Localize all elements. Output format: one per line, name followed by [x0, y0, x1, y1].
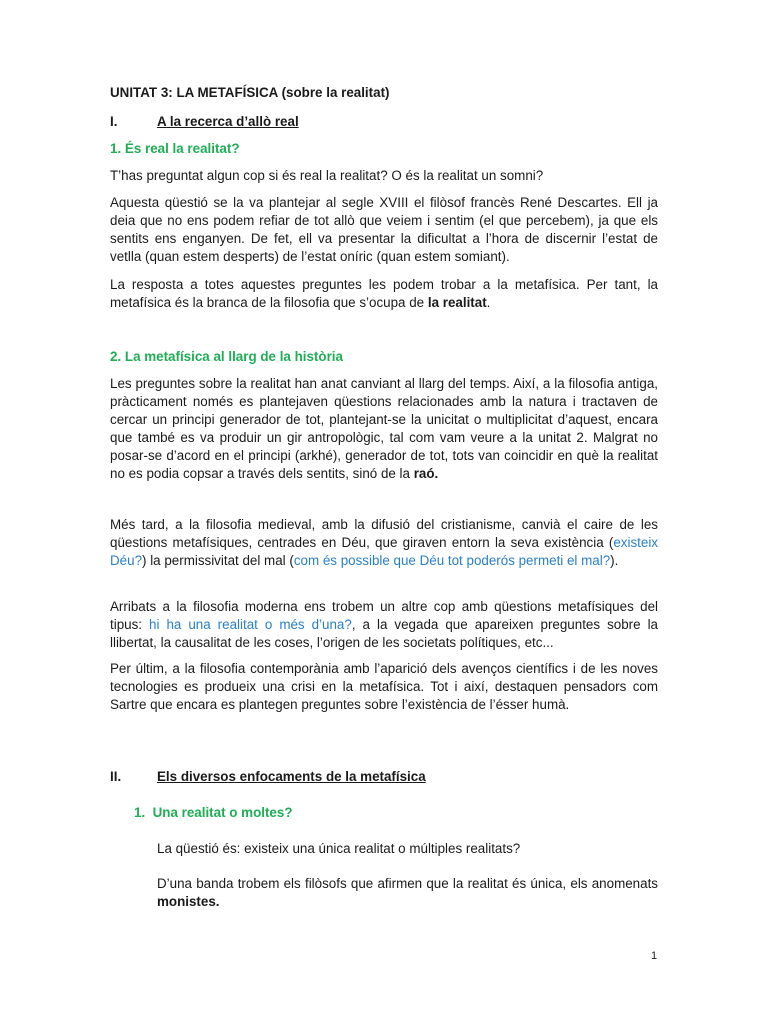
subheading-2: 2. La metafísica al llarg de la història: [110, 349, 343, 364]
section-heading-1: [110, 113, 510, 131]
bold-term: raó.: [413, 466, 439, 481]
paragraph: [110, 276, 658, 312]
text-run: ) la permissivitat del mal (: [142, 553, 294, 568]
paragraph: T’has preguntat algun cop si és real la realitat? O és la realitat un somni?: [110, 168, 544, 183]
bold-term: la realitat: [427, 295, 487, 310]
paragraph: [110, 598, 658, 652]
paragraph: Per últim, a la filosofia contemporània amb l’aparició dels avenços científics i de les noves tecnologies es produeix una crisi en la metafísica. Tot i així, destaquen pensadors com Sartre que encara es plantegen preguntes sobre l’existència de l’ésser humà.: [110, 661, 658, 712]
paragraph: [157, 875, 658, 911]
document-title: UNITAT 3: LA METAFÍSICA (sobre la realitat): [110, 85, 390, 100]
text-run: .: [486, 295, 491, 310]
paragraph: Aquesta qüestió se la va plantejar al segle XVIII el filòsof francès René Descartes. Ell ja deia que no ens podem refiar de tot allò que veiem i sentim (el que percebem), ja que els sentits ens enganyen. De fet, ell va presentar la dificultat a l’hora de discernir l’estat de vetlla (quan estem desperts) de l’estat oníric (quan estem somiant).: [110, 195, 658, 264]
paragraph: La qüestió és: existeix una única realitat o múltiples realitats?: [157, 841, 521, 856]
section-title: Els diversos enfocaments de la metafísica: [157, 769, 426, 784]
paragraph: [110, 375, 658, 483]
text-run: La resposta a totes aquestes preguntes les podem trobar a la metafísica. Per tant, la metafísica és la branca de la filosofia que s’ocupa de: [110, 277, 658, 310]
section-numeral: I.: [110, 114, 118, 129]
section-heading-2: [110, 768, 510, 786]
text-run: , a la vegada que apareixen preguntes sobre la llibertat, la causalitat de les coses, l’origen de les societats polítiques, etc...: [110, 617, 658, 650]
question-highlight: existeix Déu?: [110, 535, 658, 568]
section-numeral: II.: [110, 769, 122, 784]
text-run: D’una banda trobem els filòsofs que afirmen que la realitat és única, els anomenats: [157, 876, 658, 891]
page-number: 1: [651, 950, 658, 962]
section-title: A la recerca d’allò real: [157, 114, 299, 129]
text-run: ).: [610, 553, 619, 568]
text-run: Més tard, a la filosofia medieval, amb la difusió del cristianisme, canvià el caire de les qüestions metafísiques, centrades en Déu, que giraven entorn la seva existència (: [110, 517, 658, 550]
text-run: Les preguntes sobre la realitat han anat canviant al llarg del temps. Així, a la filosofia antiga, pràcticament només es plantejaven qüestions relacionades amb la natura i tractaven de cercar un principi generador de tot, plantejant-se la unicitat o multiplicitat d’aquest, encara que també es va produir un gir antropològic, tal com vam veure a la unitat 2. Malgrat no posar-se d’acord en el principi (arkhé), generador de tot, tots van coincidir en què la realitat no es podia copsar a través dels sentits, sinó de la: [110, 376, 658, 481]
question-highlight: com és possible que Déu tot poderós permeti el mal?: [293, 553, 611, 568]
bold-term: monistes.: [157, 894, 220, 909]
question-highlight: hi ha una realitat o més d’una?: [149, 617, 352, 632]
paragraph: [110, 516, 658, 570]
subheading-1: 1. És real la realitat?: [110, 141, 240, 156]
text-run: Arribats a la filosofia moderna ens trobem un altre cop amb qüestions metafísiques del tipus:: [110, 599, 658, 632]
subheading-3: 1. Una realitat o moltes?: [134, 805, 293, 820]
